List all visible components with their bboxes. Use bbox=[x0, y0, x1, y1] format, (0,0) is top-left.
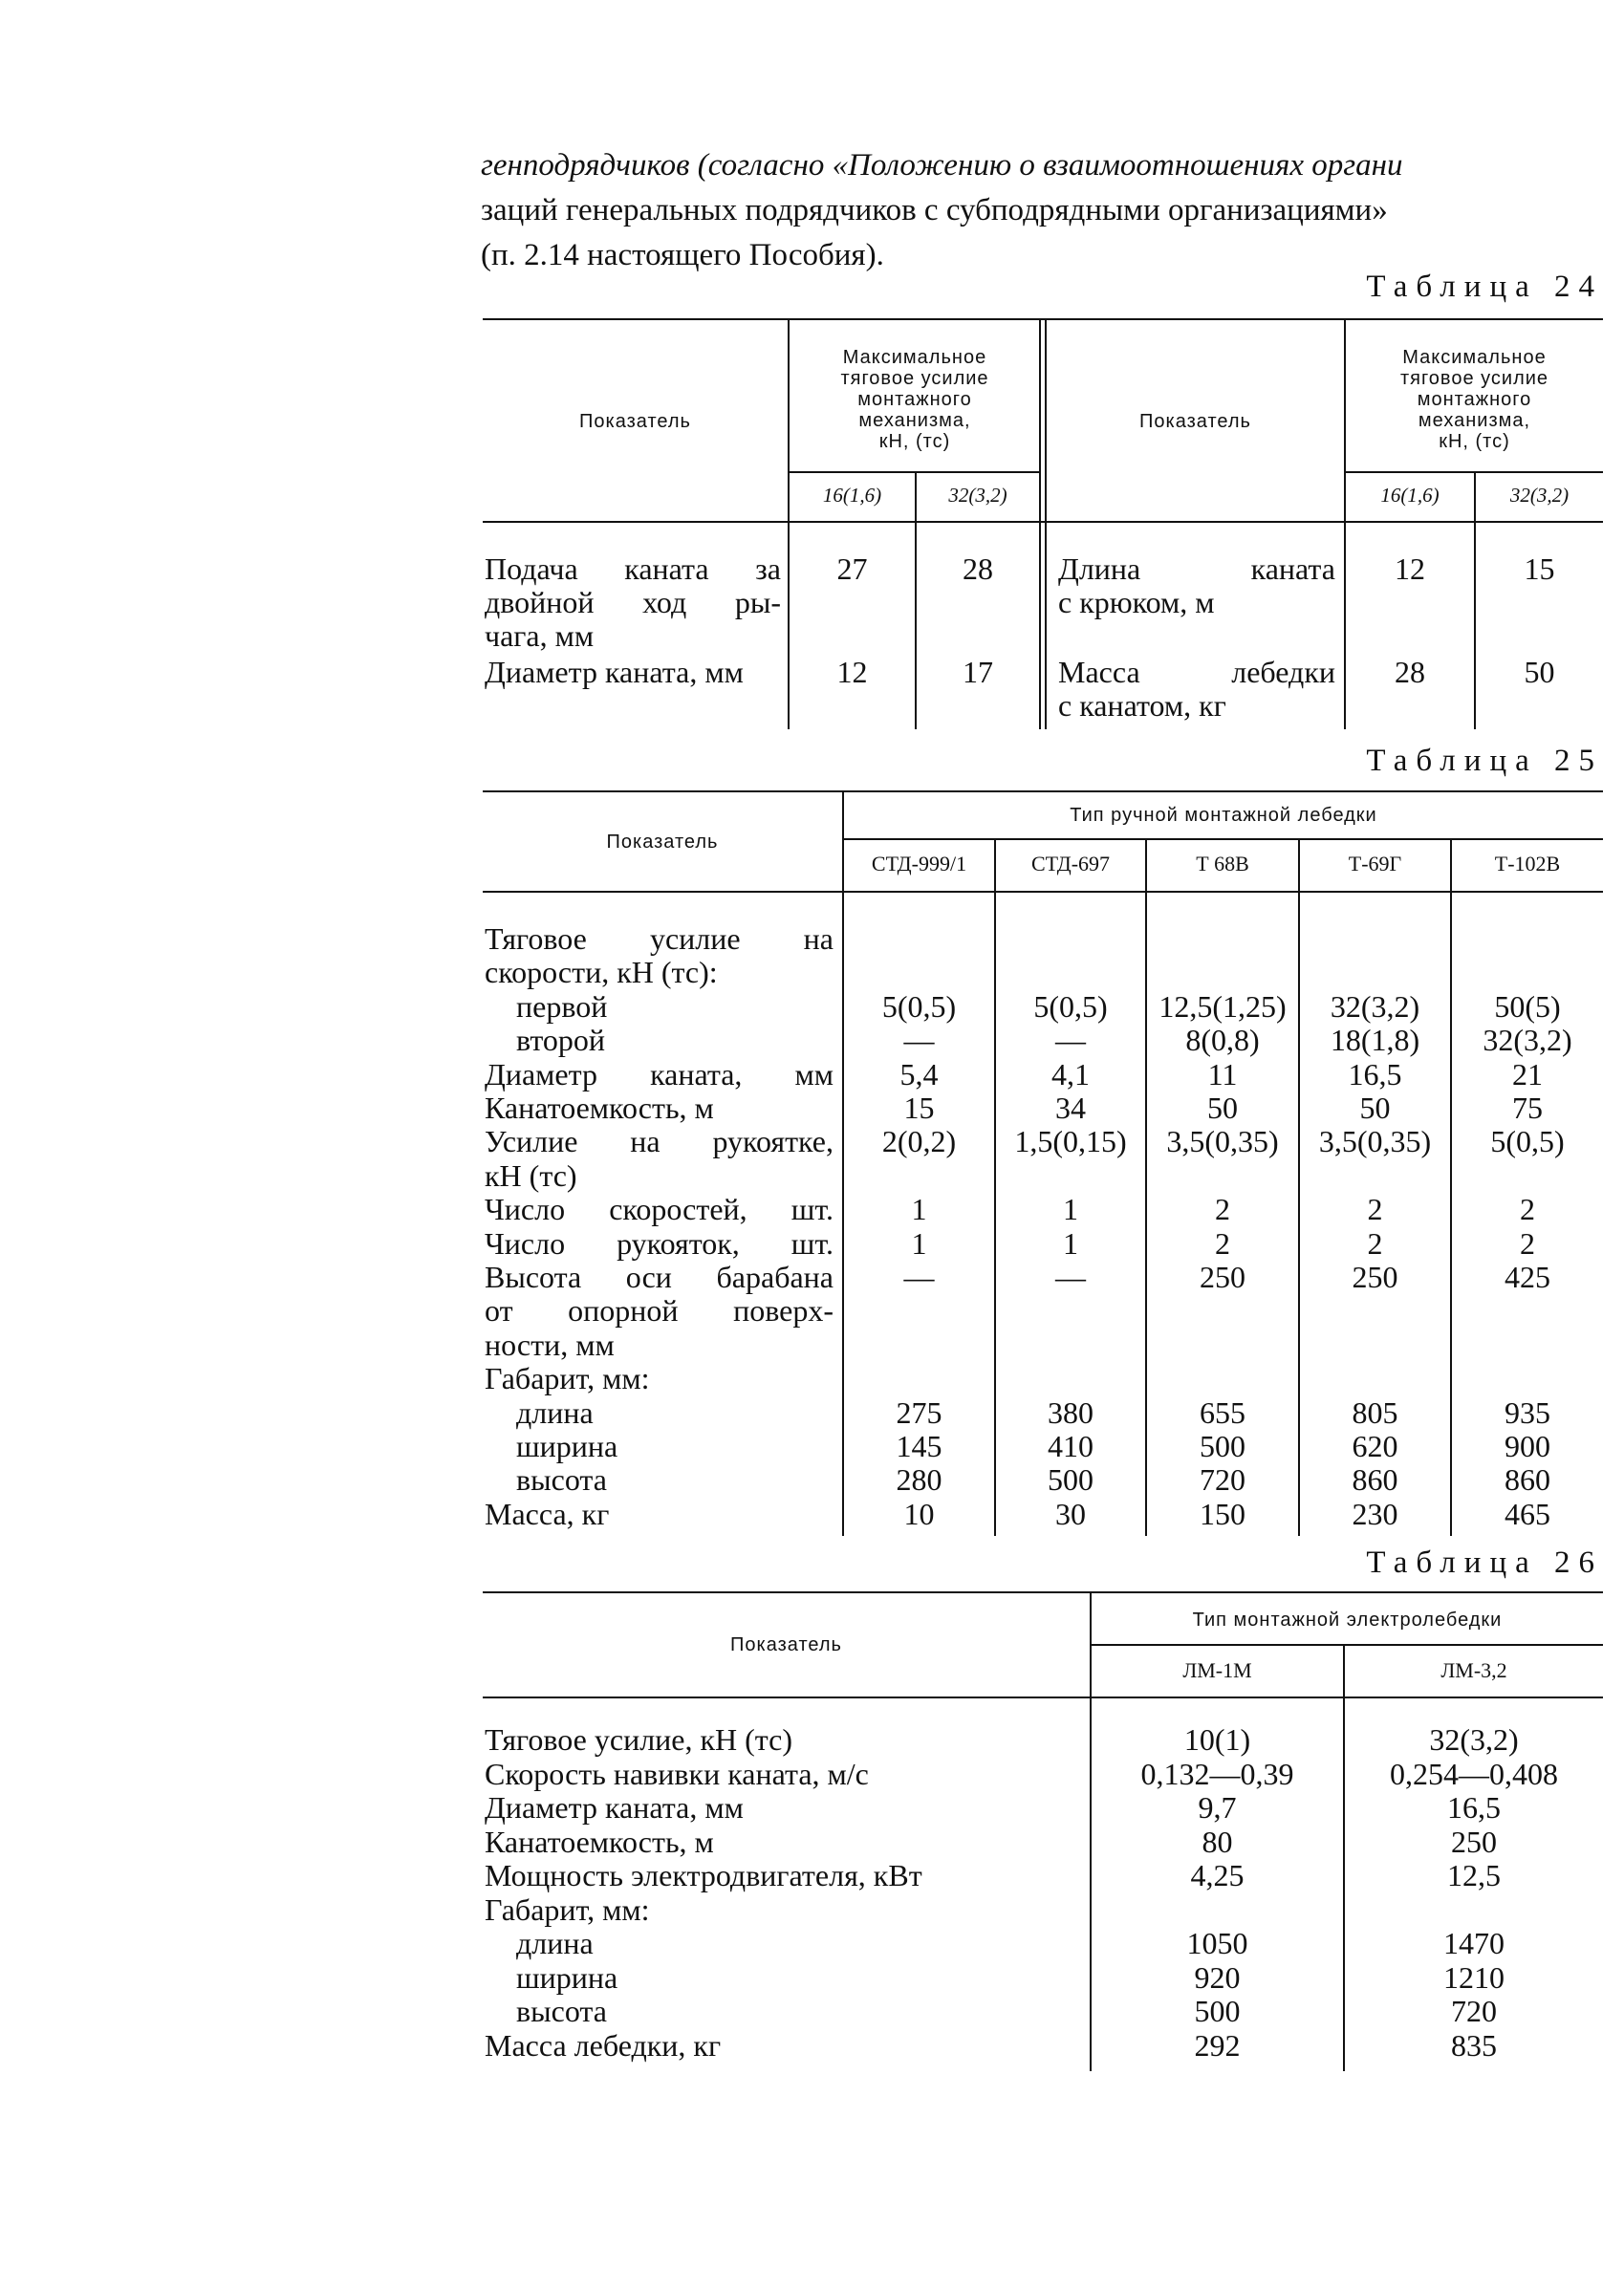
table26-row-label: длина bbox=[516, 1926, 594, 1960]
table25-row-label: кН (тс) bbox=[485, 1158, 577, 1193]
table25-value: 8(0,8) bbox=[1185, 1023, 1260, 1057]
header-line: механизма, bbox=[858, 409, 971, 431]
table26-value: 1470 bbox=[1443, 1926, 1505, 1960]
table25-row-label: Диаметр каната, мм bbox=[485, 1057, 834, 1091]
header-line: Максимальное bbox=[842, 346, 987, 368]
header-line: тяговое усилие bbox=[1399, 367, 1549, 389]
table24-header-indicator-right: Показатель bbox=[1139, 411, 1251, 432]
header-line: Максимальное bbox=[1402, 346, 1547, 368]
header-line: кН, (тс) bbox=[878, 430, 951, 452]
table26-value: 0,254—0,408 bbox=[1390, 1757, 1558, 1791]
table24-row-label bbox=[1058, 656, 1335, 723]
table25-value: 50(5) bbox=[1494, 989, 1561, 1024]
table24-subheader-32: 32(3,2) bbox=[1509, 484, 1570, 507]
header-line: кН, (тс) bbox=[1439, 430, 1510, 452]
label-line: с крюком, м bbox=[1058, 585, 1215, 619]
table25-value: 425 bbox=[1505, 1260, 1550, 1294]
table26-row-label: Масса лебедки, кг bbox=[485, 2028, 722, 2063]
table24-value: 17 bbox=[963, 655, 993, 689]
table25-value: 34 bbox=[1055, 1091, 1086, 1125]
table25-value: 15 bbox=[903, 1091, 935, 1125]
table26-value: 835 bbox=[1451, 2028, 1497, 2063]
table25-value: 2 bbox=[1520, 1226, 1535, 1261]
table25-value: 935 bbox=[1505, 1395, 1550, 1430]
table25-value: 50 bbox=[1207, 1091, 1238, 1125]
table25-value: — bbox=[903, 1023, 935, 1057]
table25-value: 250 bbox=[1352, 1260, 1398, 1294]
table26-header-bottom-rule bbox=[483, 1697, 1603, 1698]
table26-row-label: Скорость навивки каната, м/с bbox=[485, 1757, 869, 1791]
table26-value: 10(1) bbox=[1183, 1722, 1251, 1757]
table25-row-label: Число скоростей, шт. bbox=[485, 1192, 834, 1226]
table25-value: 3,5(0,35) bbox=[1318, 1124, 1432, 1158]
table26-row-label: Мощность электродвигателя, кВт bbox=[485, 1858, 922, 1892]
table25-caption: Таблица 25 bbox=[1366, 744, 1603, 778]
table26-value: 12,5 bbox=[1447, 1858, 1501, 1892]
table25-row-label: Число рукояток, шт. bbox=[485, 1226, 834, 1261]
table26-value: 720 bbox=[1451, 1994, 1497, 2028]
table26-value: 250 bbox=[1451, 1825, 1497, 1859]
table25-value: — bbox=[1055, 1260, 1086, 1294]
header-line: монтажного bbox=[857, 388, 972, 410]
table25-value: 465 bbox=[1505, 1497, 1550, 1531]
intro-line-1 bbox=[481, 143, 1609, 188]
table25-value: 230 bbox=[1352, 1497, 1398, 1531]
table26-value: 9,7 bbox=[1198, 1790, 1237, 1825]
table25-header-indicator: Показатель bbox=[606, 831, 719, 853]
table25-row-label: скорости, кН (тс): bbox=[485, 955, 718, 989]
table25-value: 4,1 bbox=[1051, 1057, 1090, 1091]
table25-value: 620 bbox=[1352, 1429, 1398, 1463]
table25-value: 250 bbox=[1200, 1260, 1245, 1294]
table25-row-label: Канатоемкость, м bbox=[485, 1091, 714, 1125]
label-line: Подача каната за bbox=[485, 551, 781, 586]
table25-value: 32(3,2) bbox=[1483, 1023, 1572, 1057]
table26-value: 0,132—0,39 bbox=[1140, 1757, 1294, 1791]
table25-value: 500 bbox=[1048, 1462, 1093, 1497]
table25-value: 410 bbox=[1048, 1429, 1093, 1463]
table24-subheader-16: 16(1,6) bbox=[822, 484, 882, 507]
table24-value: 28 bbox=[963, 551, 993, 586]
table24-row-label: Диаметр каната, мм bbox=[485, 655, 744, 689]
table25-row-label: Тяговое усилие на bbox=[485, 921, 834, 956]
header-line: тяговое усилие bbox=[840, 367, 989, 389]
table25-value: 1 bbox=[1063, 1226, 1078, 1261]
table26-value: 1050 bbox=[1186, 1926, 1248, 1960]
table25-value: 21 bbox=[1512, 1057, 1543, 1091]
table24-divider bbox=[1474, 471, 1476, 729]
intro-line-2: заций генеральных подрядчиков с субподрядными организациями» bbox=[481, 193, 1388, 227]
table25-row-label: ширина bbox=[516, 1429, 618, 1463]
table25-col-header: СТД-999/1 bbox=[871, 852, 967, 875]
table24-value: 12 bbox=[836, 655, 868, 689]
table24-caption: Таблица 24 bbox=[1366, 270, 1603, 304]
table25-value: 145 bbox=[896, 1429, 942, 1463]
table25-value: 860 bbox=[1352, 1462, 1398, 1497]
label-line: двойной ход ры- bbox=[485, 585, 781, 619]
table24-divider bbox=[915, 471, 917, 729]
table25-row-label: от опорной поверх- bbox=[485, 1293, 834, 1328]
table25-value: 2 bbox=[1520, 1192, 1535, 1226]
table25-value: 5,4 bbox=[899, 1057, 939, 1091]
table25-value: 805 bbox=[1352, 1395, 1398, 1430]
table24-value: 15 bbox=[1524, 551, 1555, 586]
header-line: механизма, bbox=[1418, 409, 1531, 431]
table25-value: 5(0,5) bbox=[1490, 1124, 1565, 1158]
label-line: чага, мм bbox=[485, 618, 595, 653]
table24-subheader-32: 32(3,2) bbox=[948, 484, 1007, 507]
table25-value: 18(1,8) bbox=[1330, 1023, 1420, 1057]
table26-row-label: высота bbox=[516, 1994, 607, 2028]
table26-row-label: Канатоемкость, м bbox=[485, 1825, 714, 1859]
table25-value: 12,5(1,25) bbox=[1158, 989, 1287, 1024]
table25-value: 275 bbox=[896, 1395, 942, 1430]
table26-value: 80 bbox=[1202, 1825, 1233, 1859]
table25-value: — bbox=[1055, 1023, 1086, 1057]
label-line: Длина каната bbox=[1058, 551, 1335, 586]
table25-row-label: высота bbox=[516, 1462, 607, 1497]
table25-value: 16,5 bbox=[1348, 1057, 1402, 1091]
table26-row-label: Габарит, мм: bbox=[485, 1892, 650, 1927]
table25-value: — bbox=[903, 1260, 935, 1294]
table24-header-group-right bbox=[1346, 330, 1603, 468]
table25-value: 10 bbox=[903, 1497, 935, 1531]
label-line: Масса лебедки bbox=[1058, 655, 1335, 689]
table25-value: 50 bbox=[1359, 1091, 1391, 1125]
table25-col-header: Т-102В bbox=[1494, 852, 1561, 875]
table26-header-indicator: Показатель bbox=[730, 1634, 842, 1655]
table25-value: 11 bbox=[1207, 1057, 1238, 1091]
table26-value: 292 bbox=[1194, 2028, 1241, 2063]
table25-row-label: ности, мм bbox=[485, 1328, 615, 1362]
table25-value: 32(3,2) bbox=[1330, 989, 1420, 1024]
table25-value: 720 bbox=[1200, 1462, 1245, 1497]
table24-header-indicator-left: Показатель bbox=[579, 411, 691, 432]
table25-value: 2 bbox=[1367, 1192, 1383, 1226]
table24-subheader-16: 16(1,6) bbox=[1380, 484, 1440, 507]
table26-value: 16,5 bbox=[1447, 1790, 1501, 1825]
table24-value: 12 bbox=[1395, 551, 1425, 586]
table25-value: 280 bbox=[896, 1462, 942, 1497]
table25-col-header: Т 68В bbox=[1196, 852, 1249, 875]
table25-value: 2 bbox=[1215, 1192, 1230, 1226]
table25-value: 500 bbox=[1200, 1429, 1245, 1463]
table25-value: 2 bbox=[1215, 1226, 1230, 1261]
table25-group-rule bbox=[842, 838, 1603, 840]
intro-quote: (согласно «Положению о взаимоотношениях органи bbox=[697, 148, 1403, 183]
intro-emphasis: генподрядчиков bbox=[481, 148, 690, 183]
table25-row-label: Масса, кг bbox=[485, 1497, 610, 1531]
table24-row-label bbox=[485, 552, 781, 653]
table26-row-label: Диаметр каната, мм bbox=[485, 1790, 744, 1825]
table25-value: 30 bbox=[1055, 1497, 1086, 1531]
table25-value: 380 bbox=[1048, 1395, 1093, 1430]
table25-value: 2(0,2) bbox=[881, 1124, 957, 1158]
table25-value: 1 bbox=[911, 1192, 927, 1226]
table25-value: 150 bbox=[1200, 1497, 1245, 1531]
table25-value: 900 bbox=[1505, 1429, 1550, 1463]
table25-value: 5(0,5) bbox=[1033, 989, 1108, 1024]
table25-row-label: первой bbox=[516, 989, 608, 1024]
table25-row-label: Усилие на рукоятке, bbox=[485, 1124, 834, 1158]
table24-value: 27 bbox=[836, 551, 868, 586]
intro-line-3: (п. 2.14 настоящего Пособия). bbox=[481, 238, 884, 272]
label-line: с канатом, кг bbox=[1058, 688, 1226, 723]
table24-value: 50 bbox=[1524, 655, 1555, 689]
table26-caption: Таблица 26 bbox=[1366, 1545, 1603, 1580]
table26-col-header: ЛМ-3,2 bbox=[1440, 1658, 1507, 1682]
table25-row-label: Высота оси барабана bbox=[485, 1260, 834, 1294]
table26-row-label: Тяговое усилие, кН (тс) bbox=[485, 1722, 793, 1757]
table26-value: 4,25 bbox=[1190, 1858, 1245, 1892]
table26-row-label: ширина bbox=[516, 1960, 618, 1995]
table25-value: 5(0,5) bbox=[881, 989, 957, 1024]
table25-value: 1,5(0,15) bbox=[1014, 1124, 1127, 1158]
table26-group-rule bbox=[1090, 1644, 1603, 1646]
table26-value: 920 bbox=[1194, 1960, 1241, 1995]
table25-col-header: Т-69Г bbox=[1348, 852, 1402, 875]
table26-value: 32(3,2) bbox=[1429, 1722, 1519, 1757]
table26-col-header: ЛМ-1М bbox=[1182, 1658, 1252, 1682]
header-line: монтажного bbox=[1417, 388, 1532, 410]
table25-value: 1 bbox=[911, 1226, 927, 1261]
table25-value: 655 bbox=[1200, 1395, 1245, 1430]
table25-row-label: Габарит, мм: bbox=[485, 1361, 650, 1395]
table25-value: 75 bbox=[1512, 1091, 1543, 1125]
table25-col-header: СТД-697 bbox=[1030, 852, 1111, 875]
table25-value: 860 bbox=[1505, 1462, 1550, 1497]
table25-value: 2 bbox=[1367, 1226, 1383, 1261]
table24-row-label bbox=[1058, 552, 1335, 619]
table26-value: 500 bbox=[1194, 1994, 1241, 2028]
table26-value: 1210 bbox=[1443, 1960, 1505, 1995]
table25-value: 1 bbox=[1063, 1192, 1078, 1226]
table25-row-label: длина bbox=[516, 1395, 594, 1430]
intro-paragraph bbox=[481, 143, 1609, 278]
table24-value: 28 bbox=[1395, 655, 1425, 689]
table24-header-group-left bbox=[790, 330, 1040, 468]
table25-row-label: второй bbox=[516, 1023, 605, 1057]
table25-header-group: Тип ручной монтажной лебедки bbox=[1070, 805, 1377, 826]
table26-header-group: Тип монтажной электролебедки bbox=[1192, 1609, 1503, 1631]
table25-header-bottom-rule bbox=[483, 891, 1603, 893]
table25-value: 3,5(0,35) bbox=[1166, 1124, 1279, 1158]
